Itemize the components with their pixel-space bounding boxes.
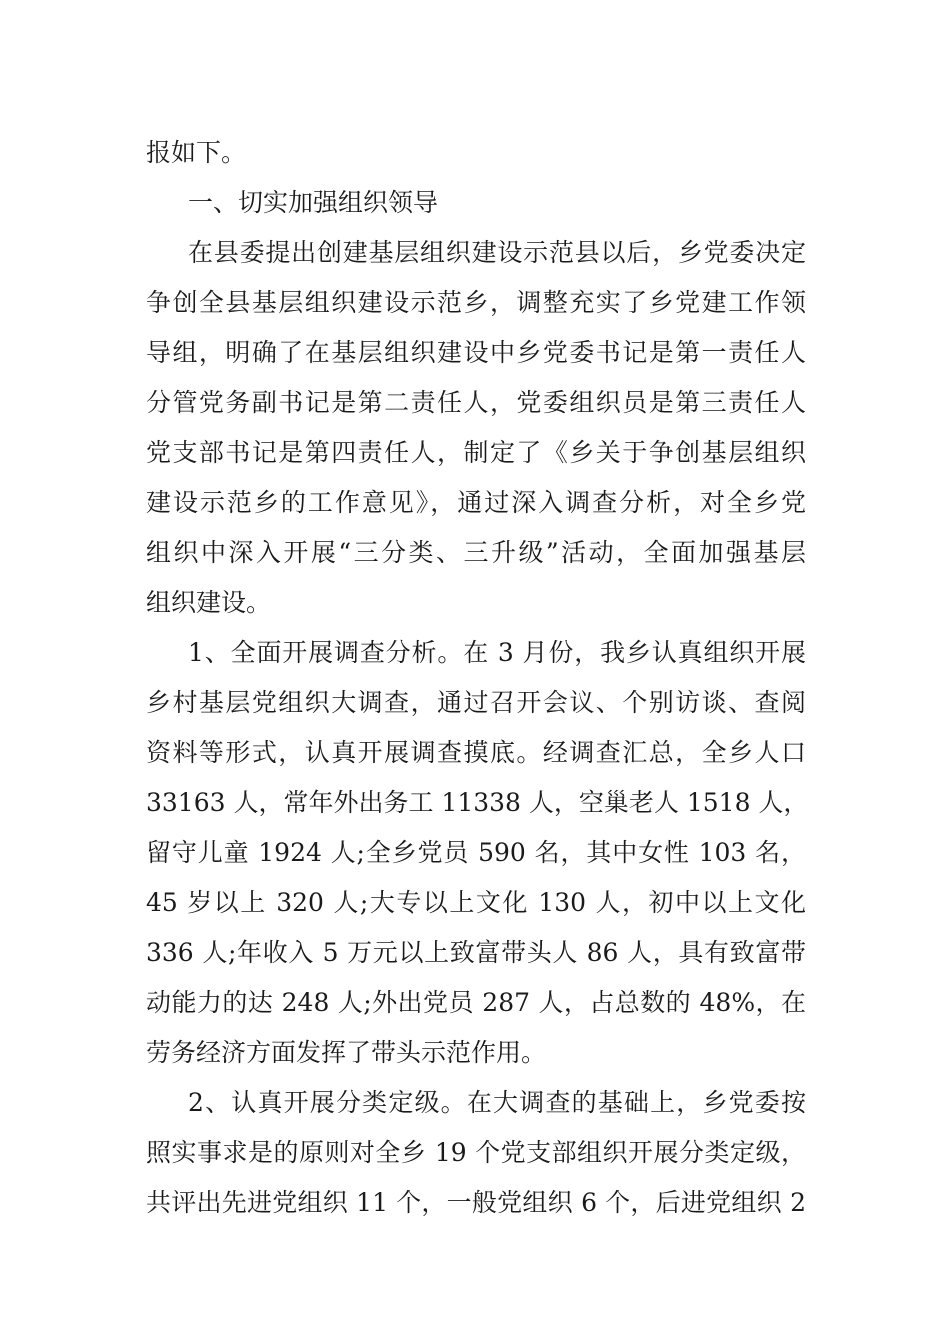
text-line: 共评出先进党组织 11 个，一般党组织 6 个，后进党组织 2 [146, 1188, 806, 1217]
document-body [146, 128, 809, 1228]
text-line: 报如下。 [146, 138, 247, 167]
text-line: 336 人;年收入 5 万元以上致富带头人 86 人，具有致富带 [146, 938, 806, 967]
section-heading: 一、切实加强组织领导 [188, 188, 439, 217]
text-line: 组织建设。 [146, 588, 272, 617]
text-line: 组织中深入开展“三分类、三升级”活动，全面加强基层 [146, 538, 806, 567]
text-line: 动能力的达 248 人;外出党员 287 人，占总数的 48%，在 [146, 988, 806, 1017]
text-line: 留守儿童 1924 人;全乡党员 590 名，其中女性 103 名， [146, 838, 806, 867]
text-line: 党支部书记是第四责任人，制定了《乡关于争创基层组织 [146, 438, 806, 467]
text-line: 照实事求是的原则对全乡 19 个党支部组织开展分类定级， [146, 1138, 806, 1167]
text-line: 建设示范乡的工作意见》，通过深入调查分析，对全乡党 [146, 488, 806, 517]
text-line: 45 岁以上 320 人;大专以上文化 130 人，初中以上文化 [146, 888, 806, 917]
text-line: 导组，明确了在基层组织建设中乡党委书记是第一责任人 [146, 338, 806, 367]
text-line: 分管党务副书记是第二责任人，党委组织员是第三责任人 [146, 388, 806, 417]
text-line: 1、全面开展调查分析。在 3 月份，我乡认真组织开展 [188, 638, 806, 667]
text-line: 争创全县基层组织建设示范乡，调整充实了乡党建工作领 [146, 288, 806, 317]
text-line: 2、认真开展分类定级。在大调查的基础上，乡党委按 [188, 1088, 806, 1117]
text-line: 在县委提出创建基层组织建设示范县以后，乡党委决定 [188, 238, 806, 267]
text-line: 资料等形式，认真开展调查摸底。经调查汇总，全乡人口 [146, 738, 806, 767]
text-line: 劳务经济方面发挥了带头示范作用。 [146, 1038, 547, 1067]
text-line: 乡村基层党组织大调查，通过召开会议、个别访谈、查阅 [146, 688, 806, 717]
text-line: 33163 人，常年外出务工 11338 人，空巢老人 1518 人， [146, 788, 809, 817]
